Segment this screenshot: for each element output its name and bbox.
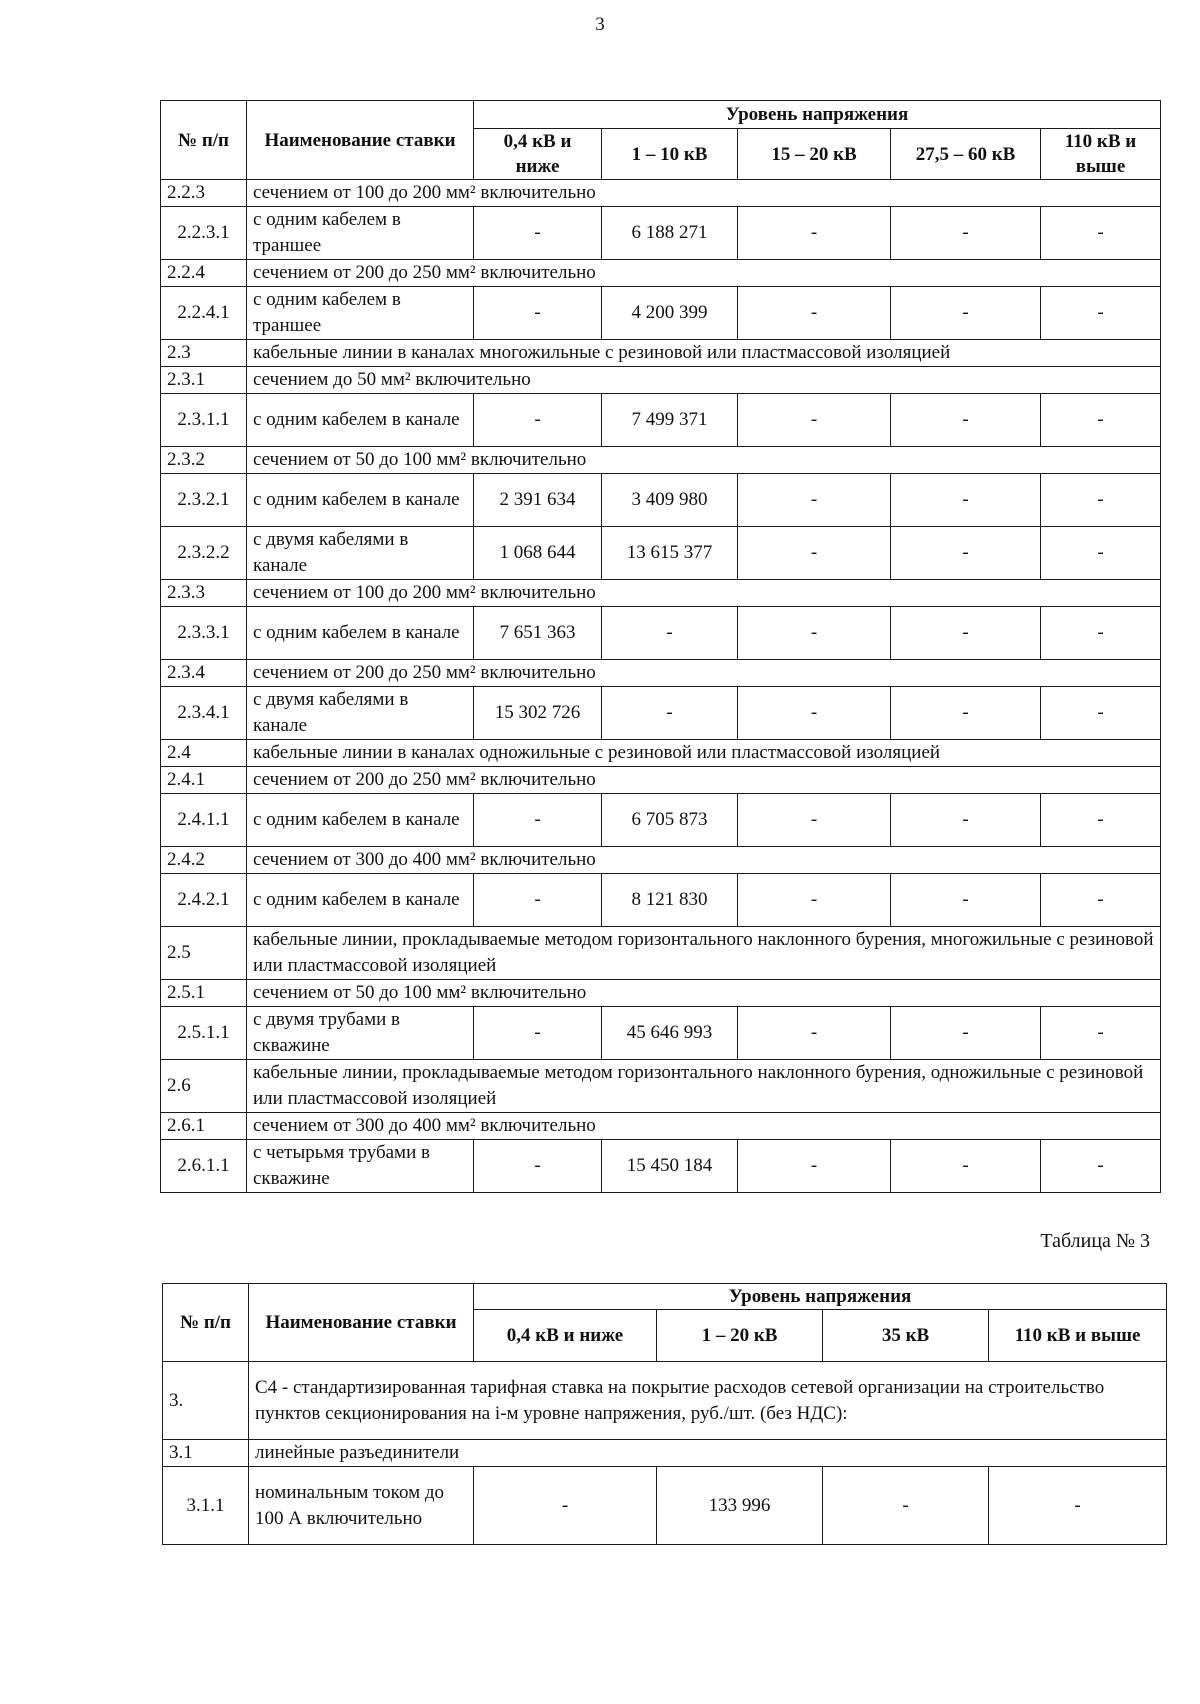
rate-value: - [474, 1140, 602, 1193]
rate-value: - [823, 1467, 989, 1545]
row-number: 2.6.1.1 [161, 1140, 247, 1193]
row-number: 2.6.1 [161, 1113, 247, 1140]
rate-value: - [474, 1007, 602, 1060]
rate-value: - [474, 394, 602, 447]
table-row [163, 1467, 1167, 1545]
row-number: 2.2.4 [161, 260, 247, 287]
row-number: 2.3.2.1 [161, 474, 247, 527]
rate-name: с одним кабелем в канале [247, 794, 474, 847]
row-number: 2.3.4 [161, 660, 247, 687]
section-title: С4 - стандартизированная тарифная ставка на покрытие расходов сетевой организации на строительство пунктов секционирования на i-м уровне напряжения, руб./шт. (без НДС): [249, 1362, 1167, 1440]
rate-name: с одним кабелем в канале [247, 607, 474, 660]
rate-name: с одним кабелем в траншее [247, 287, 474, 340]
rate-value: 6 188 271 [602, 207, 738, 260]
rate-value: - [1041, 874, 1161, 927]
row-number: 2.5.1 [161, 980, 247, 1007]
header-name: Наименование ставки [249, 1284, 474, 1362]
row-number: 2.4.2.1 [161, 874, 247, 927]
row-number: 2.4.1 [161, 767, 247, 794]
header-level-0: 0,4 кВ и ниже [474, 129, 602, 180]
header-level-4: 110 кВ и выше [1041, 129, 1161, 180]
rate-value: - [1041, 394, 1161, 447]
row-number: 2.4 [161, 740, 247, 767]
table-row [161, 340, 1161, 367]
header-voltage-level: Уровень напряжения [474, 1284, 1167, 1310]
rate-name: с двумя трубами в скважине [247, 1007, 474, 1060]
table-row [161, 607, 1161, 660]
row-number: 2.3.2.2 [161, 527, 247, 580]
row-number: 2.3.3 [161, 580, 247, 607]
rate-value: - [989, 1467, 1167, 1545]
rate-value: - [891, 394, 1041, 447]
row-number: 2.3.3.1 [161, 607, 247, 660]
table3-body [163, 1362, 1167, 1545]
rate-value: - [738, 874, 891, 927]
rate-value: - [738, 1007, 891, 1060]
table-row [161, 1113, 1161, 1140]
row-number: 2.5 [161, 927, 247, 980]
rate-value: - [474, 874, 602, 927]
row-number: 2.4.2 [161, 847, 247, 874]
rate-value: - [1041, 527, 1161, 580]
rate-value: - [891, 794, 1041, 847]
rate-value: - [602, 607, 738, 660]
row-number: 3.1.1 [163, 1467, 249, 1545]
rate-value: - [1041, 794, 1161, 847]
table3-caption: Таблица № 3 [1040, 1230, 1150, 1252]
section-title: кабельные линии в каналах многожильные с резиновой или пластмассовой изоляцией [247, 340, 1161, 367]
row-number: 2.2.3 [161, 180, 247, 207]
rate-value: - [738, 794, 891, 847]
row-number: 2.3 [161, 340, 247, 367]
rate-value: 45 646 993 [602, 1007, 738, 1060]
rate-value: 3 409 980 [602, 474, 738, 527]
tariff-table-2 [160, 100, 1161, 1193]
rate-value: - [891, 474, 1041, 527]
section-title: сечением от 100 до 200 мм² включительно [247, 580, 1161, 607]
table-row [161, 767, 1161, 794]
rate-value: 15 450 184 [602, 1140, 738, 1193]
rate-name: с одним кабелем в канале [247, 874, 474, 927]
rate-value: 1 068 644 [474, 527, 602, 580]
rate-value: - [1041, 287, 1161, 340]
rate-value: - [1041, 1140, 1161, 1193]
rate-value: - [891, 607, 1041, 660]
rate-value: - [891, 1140, 1041, 1193]
table-row [161, 874, 1161, 927]
rate-value: - [474, 1467, 657, 1545]
table-row [161, 474, 1161, 527]
rate-name: с одним кабелем в канале [247, 474, 474, 527]
rate-value: - [474, 794, 602, 847]
rate-value: - [1041, 207, 1161, 260]
rate-value: - [474, 207, 602, 260]
table-row [161, 527, 1161, 580]
table2-body [161, 180, 1161, 1193]
rate-value: - [891, 287, 1041, 340]
rate-value: 2 391 634 [474, 474, 602, 527]
table-row [161, 207, 1161, 260]
rate-value: - [738, 474, 891, 527]
table-row [161, 1060, 1161, 1113]
row-number: 2.6 [161, 1060, 247, 1113]
row-number: 2.5.1.1 [161, 1007, 247, 1060]
rate-value: 7 499 371 [602, 394, 738, 447]
section-title: кабельные линии в каналах одножильные с резиновой или пластмассовой изоляцией [247, 740, 1161, 767]
rate-name: с двумя кабелями в канале [247, 687, 474, 740]
section-title: сечением до 50 мм² включительно [247, 367, 1161, 394]
row-number: 2.2.4.1 [161, 287, 247, 340]
rate-value: - [738, 687, 891, 740]
rate-value: - [474, 287, 602, 340]
header-num: № п/п [161, 101, 247, 180]
table-row [161, 287, 1161, 340]
row-number: 2.3.4.1 [161, 687, 247, 740]
rate-name: с одним кабелем в канале [247, 394, 474, 447]
rate-name: с одним кабелем в траншее [247, 207, 474, 260]
section-title: сечением от 50 до 100 мм² включительно [247, 447, 1161, 474]
table-row [161, 740, 1161, 767]
rate-name: номинальным током до 100 А включительно [249, 1467, 474, 1545]
table-row [161, 580, 1161, 607]
rate-value: - [1041, 687, 1161, 740]
rate-value: 8 121 830 [602, 874, 738, 927]
header-level-2: 15 – 20 кВ [738, 129, 891, 180]
section-title: кабельные линии, прокладываемые методом горизонтального наклонного бурения, одножильные с резиновой или пластмассовой изоляцией [247, 1060, 1161, 1113]
rate-value: - [738, 607, 891, 660]
header-level-1: 1 – 10 кВ [602, 129, 738, 180]
rate-value: 133 996 [657, 1467, 823, 1545]
rate-value: - [891, 1007, 1041, 1060]
row-number: 3. [163, 1362, 249, 1440]
section-title: сечением от 50 до 100 мм² включительно [247, 980, 1161, 1007]
rate-value: - [891, 874, 1041, 927]
row-number: 3.1 [163, 1440, 249, 1467]
rate-value: 6 705 873 [602, 794, 738, 847]
row-number: 2.3.1.1 [161, 394, 247, 447]
header-level-2: 35 кВ [823, 1310, 989, 1362]
rate-value: 15 302 726 [474, 687, 602, 740]
header-name: Наименование ставки [247, 101, 474, 180]
rate-value: - [1041, 607, 1161, 660]
table-row [161, 1140, 1161, 1193]
section-title: линейные разъединители [249, 1440, 1167, 1467]
table-row [161, 794, 1161, 847]
rate-value: - [738, 207, 891, 260]
table-row [161, 847, 1161, 874]
header-level-1: 1 – 20 кВ [657, 1310, 823, 1362]
row-number: 2.3.2 [161, 447, 247, 474]
table-row [161, 367, 1161, 394]
table-row [161, 260, 1161, 287]
rate-value: - [738, 287, 891, 340]
section-title: сечением от 200 до 250 мм² включительно [247, 260, 1161, 287]
page-number: 3 [595, 14, 605, 35]
rate-value: 7 651 363 [474, 607, 602, 660]
section-title: сечением от 200 до 250 мм² включительно [247, 767, 1161, 794]
rate-value: - [891, 527, 1041, 580]
section-title: сечением от 200 до 250 мм² включительно [247, 660, 1161, 687]
rate-value: - [891, 207, 1041, 260]
header-level-3: 27,5 – 60 кВ [891, 129, 1041, 180]
table-row [161, 927, 1161, 980]
rate-value: - [738, 527, 891, 580]
table-row [163, 1362, 1167, 1440]
tariff-table-3 [162, 1283, 1167, 1545]
rate-value: - [1041, 474, 1161, 527]
section-title: кабельные линии, прокладываемые методом горизонтального наклонного бурения, многожильные с резиновой или пластмассовой изоляцией [247, 927, 1161, 980]
section-title: сечением от 100 до 200 мм² включительно [247, 180, 1161, 207]
rate-value: - [1041, 1007, 1161, 1060]
rate-value: - [602, 687, 738, 740]
table-row [161, 180, 1161, 207]
table-row [161, 980, 1161, 1007]
rate-value: - [738, 394, 891, 447]
row-number: 2.4.1.1 [161, 794, 247, 847]
header-level-0: 0,4 кВ и ниже [474, 1310, 657, 1362]
table-row [161, 447, 1161, 474]
section-title: сечением от 300 до 400 мм² включительно [247, 1113, 1161, 1140]
header-voltage-level: Уровень напряжения [474, 101, 1161, 129]
row-number: 2.2.3.1 [161, 207, 247, 260]
table-row [161, 687, 1161, 740]
table-row [161, 394, 1161, 447]
table-row [161, 660, 1161, 687]
rate-name: с двумя кабелями в канале [247, 527, 474, 580]
rate-value: 4 200 399 [602, 287, 738, 340]
rate-name: с четырьмя трубами в скважине [247, 1140, 474, 1193]
section-title: сечением от 300 до 400 мм² включительно [247, 847, 1161, 874]
rate-value: - [738, 1140, 891, 1193]
header-level-3: 110 кВ и выше [989, 1310, 1167, 1362]
table-row [163, 1440, 1167, 1467]
rate-value: - [891, 687, 1041, 740]
header-num: № п/п [163, 1284, 249, 1362]
table-row [161, 1007, 1161, 1060]
rate-value: 13 615 377 [602, 527, 738, 580]
row-number: 2.3.1 [161, 367, 247, 394]
